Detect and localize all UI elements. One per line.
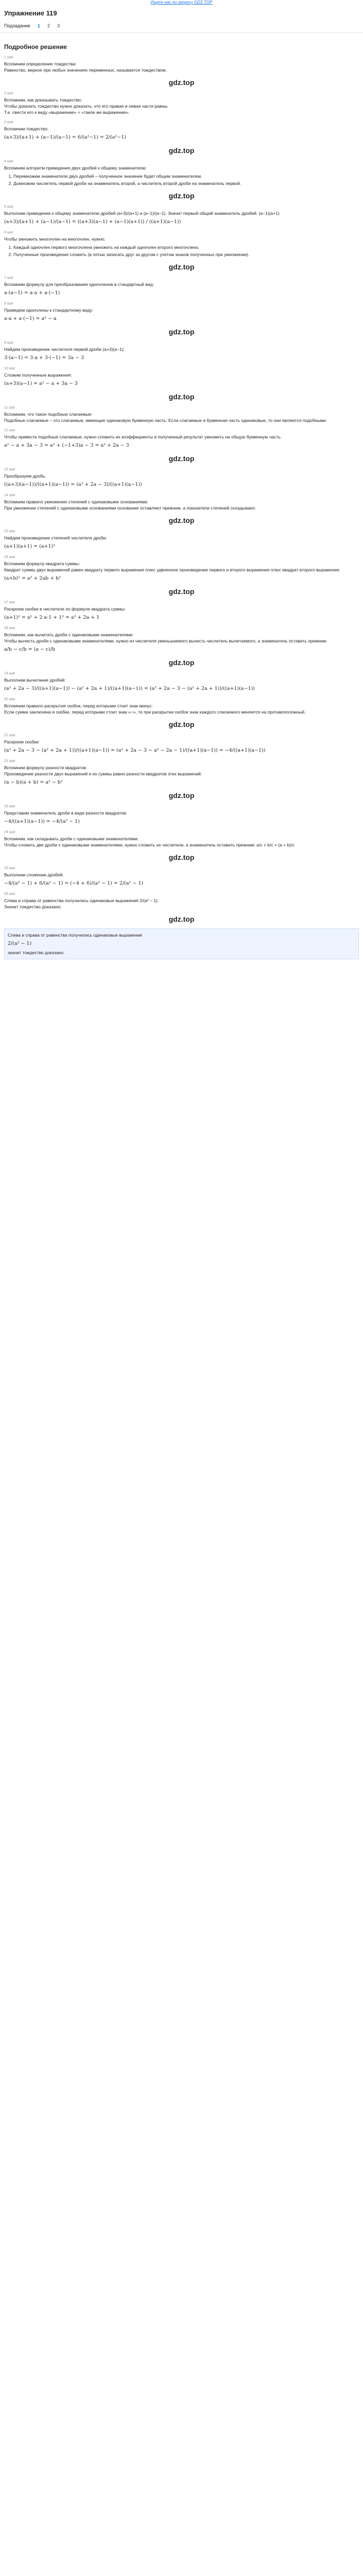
step-label: 21 шаг <box>4 734 15 737</box>
top-link-bar <box>0 0 363 8</box>
step-text: Найдем произведение степеней числителя дроби: <box>4 535 107 540</box>
step-label: 24 шаг <box>4 831 15 834</box>
step-text: Вспомним, как вычитать дроби с одинаковыми знаменателями: <box>4 632 134 637</box>
page-spacer <box>4 959 359 1008</box>
step-text-2: Произведение разности двух выражений и их суммы равно разности квадратов этих выражений. <box>4 771 202 776</box>
step-8 <box>4 302 359 323</box>
step-6 <box>4 231 359 258</box>
step-label: 9 шаг <box>4 341 13 345</box>
subtask-label: Подзадание <box>4 23 30 28</box>
step-text-2: Квадрат суммы двух выражений равен квадрату первого выражения плюс удвоенное произведение первого и второго выражения плюс квадрат второго выражения. <box>4 567 340 572</box>
step-text: Раскроем скобки в числителе по формуле квадрата суммы: <box>4 606 126 612</box>
step-text: Слева и справа от равенства получились одинаковые выражения 2/(a² − 1). <box>4 898 159 903</box>
step-label: 12 шаг <box>4 429 15 432</box>
step-24 <box>4 831 359 848</box>
list-item: 2. Домножим числитель первой дроби на знаменатель второй, а числитель второй дроби на знаменатель первой. <box>13 180 359 187</box>
watermark: gdz.top <box>168 454 195 463</box>
step-text: Приведем одночлены к стандартному виду: <box>4 308 93 313</box>
final-answer-box <box>4 928 359 959</box>
step-text: Вспомним правило раскрытия скобок, перед которыми стоит знак минус: <box>4 703 153 708</box>
step-math: (a+1)² = a² + 2·a·1 + 1² = a² + 2a + 1 <box>4 615 100 620</box>
step-text: Вспомним, что такое подобные слагаемые: <box>4 412 93 417</box>
step-text: Чтобы привести подобные слагаемые, нужно сложить их коэффициенты и полученный результат умножить на общую буквенную часть. <box>4 434 282 439</box>
step-math: −4/((a+1)(a−1)) = −4/(a² − 1) <box>4 819 80 824</box>
step-text: Найдем произведение числителя первой дроби (a+3)(a−1): <box>4 347 125 352</box>
step-label: 16 шаг <box>4 555 15 559</box>
exercise-title: Упражнение 119 <box>4 9 57 17</box>
step-math: a·(a−1) = a·a + a·(−1) <box>4 290 60 296</box>
step-label: 3 шаг <box>4 121 13 124</box>
step-text: Вспомним, как складывать дроби с одинаковыми знаменателями: <box>4 836 139 841</box>
tab-1[interactable]: 1 <box>37 23 40 28</box>
step-13 <box>4 468 359 488</box>
watermark: gdz.top <box>168 587 195 596</box>
watermark: gdz.top <box>168 192 195 200</box>
step-label: 17 шаг <box>4 601 15 604</box>
step-21 <box>4 734 359 754</box>
watermark: gdz.top <box>168 78 195 87</box>
list-item: 1. Каждый одночлен первого многочлена умножить на каждый одночлен второго многочлена. <box>13 244 359 250</box>
step-text: Вспомним алгоритм приведения двух дробей к общему знаменателю: <box>4 165 147 171</box>
step-16 <box>4 555 359 582</box>
subtask-tabs <box>0 19 363 33</box>
step-text: Вспомним формулу для преобразования одночленов в стандартный вид: <box>4 282 154 287</box>
step-10 <box>4 367 359 387</box>
solution-title: Подробное решение <box>4 43 67 50</box>
step-label: 14 шаг <box>4 494 15 497</box>
step-text: Вспомним тождество: <box>4 126 49 131</box>
step-math: −4/(a² − 1) + 6/(a² − 1) = (−4 + 6)/(a² − 1) = 2/(a² − 1) <box>4 880 144 886</box>
step-label: 1 шаг <box>4 56 13 59</box>
watermark: gdz.top <box>168 853 195 861</box>
step-text: Представим знаменатель дроби в виде разности квадратов: <box>4 810 127 816</box>
step-label: 15 шаг <box>4 530 15 533</box>
step-math: (a+b)² = a² + 2ab + b² <box>4 575 61 581</box>
step-text: Преобразуем дробь: <box>4 473 46 479</box>
step-math: ((a+3)(a−1))/((a+1)(a−1)) = (a² + 2a − 3)/((a+1)(a−1)) <box>4 482 142 487</box>
step-label: 6 шаг <box>4 231 13 234</box>
step-label: 4 шаг <box>4 160 13 163</box>
step-text: Выполним вычитание дробей: <box>4 677 66 683</box>
top-search-link[interactable]: Ищете нас по запросу GDZ.TOP <box>150 0 213 5</box>
step-15 <box>4 530 359 550</box>
step-23 <box>4 805 359 825</box>
step-18 <box>4 626 359 653</box>
step-12 <box>4 429 359 449</box>
step-math: (a+3)/(a+1) + (a−1)/(a−1) = 6/(a²−1) = 2/(a²−1) <box>4 134 126 140</box>
watermark: gdz.top <box>168 263 195 271</box>
step-math: (a² + 2a − 3 − (a² + 2a + 1))/((a+1)(a−1)) = (a² + 2a − 3 − a² − 2a − 1)/((a+1)(a−1)) = −4/((a+1)(a−1)) <box>4 748 266 753</box>
step-text-2: Чтобы доказать тождество нужно доказать, что его правая и левая части равны. <box>4 104 169 109</box>
step-label: 11 шаг <box>4 406 15 410</box>
step-2 <box>4 92 359 115</box>
step-text-3: Т.е. свести его к виду «выражение» = «такое же выражение». <box>4 110 130 115</box>
final-math: 2/(a² − 1) <box>8 941 32 946</box>
step-text-2: Подобные слагаемые – это слагаемые, имеющие одинаковую буквенную часть. Если слагаемые и буквенная часть одинаковые, то они являются подобными. <box>4 418 327 423</box>
step-11 <box>4 406 359 423</box>
step-label: 23 шаг <box>4 805 15 808</box>
step-math: (a − b)(a + b) = a² − b² <box>4 779 63 785</box>
step-text-2: Чтобы вычесть дроби с одинаковыми знаменателями, нужно из числителя уменьшаемого вычесть числитель вычитаемого, а знаменатель оставить прежним. <box>4 638 327 643</box>
step-math: a/b − c/b = (a − c)/b <box>4 647 56 652</box>
step-text: Раскроем скобки: <box>4 739 40 744</box>
solution-content <box>0 33 363 1008</box>
step-label: 20 шаг <box>4 698 15 701</box>
step-list <box>13 244 359 258</box>
step-20 <box>4 698 359 715</box>
step-17 <box>4 601 359 621</box>
step-label: 8 шаг <box>4 302 13 306</box>
step-3 <box>4 121 359 141</box>
watermark: gdz.top <box>168 915 195 923</box>
watermark: gdz.top <box>168 791 195 800</box>
step-label: 18 шаг <box>4 626 15 630</box>
step-label: 7 шаг <box>4 276 13 280</box>
tab-3[interactable]: 3 <box>57 23 60 28</box>
step-label: 5 шаг <box>4 205 13 209</box>
step-text-2: Если сумма заключена в скобки, перед которыми стоит знак «−», то при раскрытии скобок знак каждого слагаемого меняется на противоположный. <box>4 709 306 715</box>
list-item: 2. Полученные произведения сложить (в пятью записать друг за другом с учетом знаков полученных при умножении). <box>13 251 359 258</box>
watermark: gdz.top <box>168 146 195 155</box>
step-text: Вспомним формулу разности квадратов: <box>4 765 88 770</box>
step-label: 26 шаг <box>4 892 15 896</box>
step-9 <box>4 341 359 362</box>
step-7 <box>4 276 359 297</box>
step-1 <box>4 56 359 73</box>
step-text-2: Чтобы сложить две дроби с одинаковыми знаменателями, нужно сложить их числители, а знаменатель оставить прежним: a/c + b/c = (a + b)/c <box>4 842 295 848</box>
step-text: Чтобы умножить многочлен на многочлен, нужно: <box>4 236 106 242</box>
step-label: 22 шаг <box>4 759 15 763</box>
step-math: (a² + 2a − 3)/((a+1)(a−1)) − (a² + 2a + 1)/((a+1)(a−1)) = (a² + 2a − 3 − (a² + 2a + 1))/((a+1)(a−1)) <box>4 686 255 691</box>
watermark: gdz.top <box>168 516 195 524</box>
step-math: 3·(a−1) = 3·a + 3·(−1) = 3a − 3 <box>4 355 84 361</box>
final-conclusion: значит тождество доказано. <box>8 950 65 955</box>
step-text: Выполним приведение к общему знаменателю дробей (a+3)/(a+1) и (a−1)/(a−1). Значит первый общий знаменатель дробей: (a−1)(a+1) <box>4 211 280 216</box>
step-math: a² − a + 3a − 3 = a² + (−1+3)a − 3 = a² + 2a − 3 <box>4 443 129 448</box>
step-text: Вспомним определение тождества: <box>4 61 77 66</box>
step-26 <box>4 892 359 910</box>
step-list <box>13 173 359 187</box>
step-14 <box>4 494 359 511</box>
step-text: Вспомним правило умножения степеней с одинаковыми основаниями: <box>4 499 148 504</box>
watermark: gdz.top <box>168 393 195 401</box>
step-math: (a+1)(a+1) = (a+1)² <box>4 544 56 549</box>
step-22 <box>4 759 359 786</box>
step-text: Выполним сложение дробей: <box>4 872 64 877</box>
step-math: a·a + a·(−1) = a² − a <box>4 316 57 321</box>
watermark: gdz.top <box>168 720 195 728</box>
tab-2[interactable]: 2 <box>47 23 50 28</box>
step-math: (a+3)(a−1) = a² − a + 3a − 3 <box>4 381 78 386</box>
step-text: Вспомним, как доказывать тождество: <box>4 97 82 103</box>
step-25 <box>4 867 359 887</box>
step-label: 2 шаг <box>4 92 13 95</box>
step-text-2: При умножении степеней с одинаковыми основаниями основание оставляют прежним, а показатели степеней складывают. <box>4 505 256 511</box>
step-label: 19 шаг <box>4 672 15 675</box>
step-text-2: Значит тождество доказано. <box>4 904 62 909</box>
watermark: gdz.top <box>168 328 195 336</box>
step-label: 10 шаг <box>4 367 15 370</box>
step-label: 13 шаг <box>4 468 15 471</box>
step-label: 25 шаг <box>4 867 15 870</box>
step-4 <box>4 160 359 187</box>
step-5 <box>4 205 359 226</box>
step-text-2: Равенство, верное при любых значениях переменных, называется тождеством. <box>4 67 167 73</box>
list-item: 1. Перемножим знаменатели двух дробей – полученное значение будет общим знаменателем. <box>13 173 359 179</box>
step-math: (a+3)/(a+1) + (a−1)/(a−1) = ((a+3)(a−1) + (a−1)(a+1)) / ((a+1)(a−1)) <box>4 219 181 225</box>
step-text: Вспомним формулу квадрата суммы: <box>4 561 80 566</box>
step-text: Сложим полученные выражения: <box>4 372 72 378</box>
step-19 <box>4 672 359 692</box>
watermark: gdz.top <box>168 658 195 667</box>
final-text: Слева и справа от равенства получились одинаковые выражения <box>8 933 142 938</box>
